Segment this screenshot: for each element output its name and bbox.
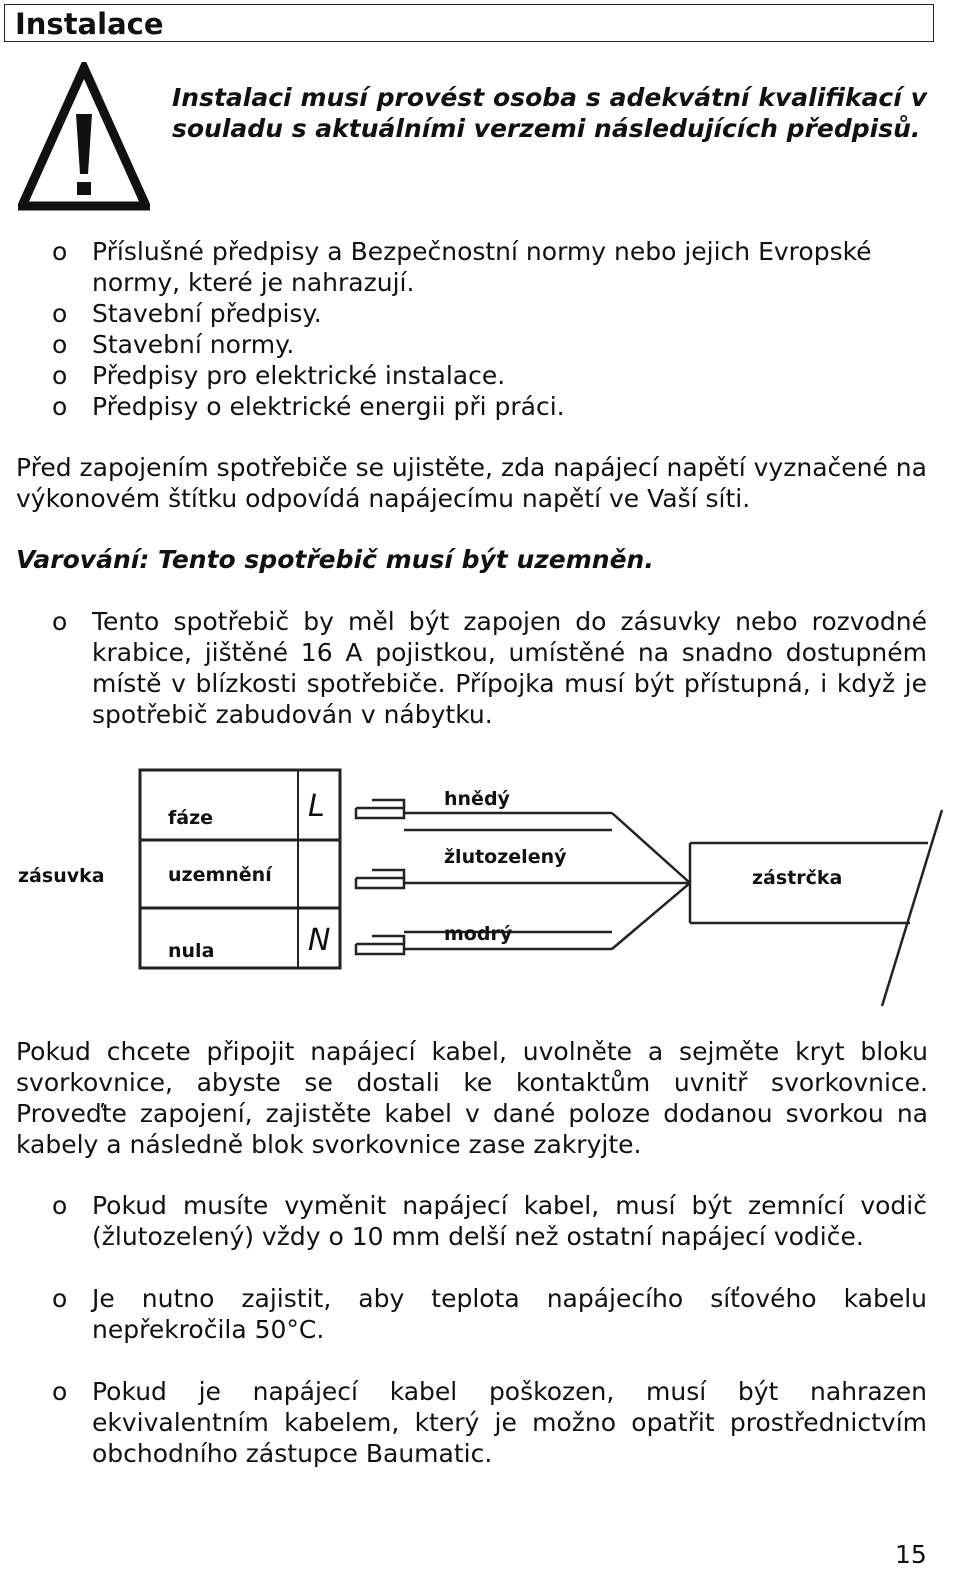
terminal-phase-label: fáze: [168, 807, 214, 829]
list-item: o Příslušné předpisy a Bezpečnostní normy nebo jejich Evropské normy, které je nahrazují.: [52, 237, 872, 297]
wire-blue-label: modrý: [444, 923, 513, 945]
page-number: 15: [895, 1540, 927, 1569]
plug-label: zástrčka: [752, 867, 843, 889]
regulations-list: [0, 236, 927, 422]
connection-paragraph: Pokud chcete připojit napájecí kabel, uvolněte a sejměte kryt bloku svorkovnice, abyste se dostali ke kontaktům uvnitř svorkovnice. Proveďte zapojení, zajistěte kabel v dané poloze dodanou svorkou na kabely a následně blok svorkovnice zase zakryjte.: [16, 1037, 928, 1159]
socket-label: zásuvka: [18, 865, 105, 887]
wire-yellow-green-label: žlutozelený: [444, 846, 567, 868]
wire-brown-label: hnědý: [444, 788, 510, 810]
section-heading-box: [4, 4, 934, 42]
bullet: o: [52, 1191, 68, 1220]
section-heading: Instalace: [15, 7, 164, 41]
bullet: o: [52, 1284, 68, 1313]
bullet: o: [52, 330, 68, 359]
terminal-phase-symbol: L: [308, 789, 325, 824]
bullet: o: [52, 1377, 68, 1406]
wiring-diagram: [0, 760, 960, 1010]
list-item: o Pokud je napájecí kabel poškozen, musí být nahrazen ekvivalentním kabelem, který je možno opatřit prostřednictvím obchodního zástupce Baumatic.: [52, 1377, 927, 1468]
warning-triangle-icon: [18, 62, 150, 212]
cable-notes-list: [0, 1190, 927, 1469]
bullet: o: [52, 299, 68, 328]
list-item: o Stavební normy.: [52, 330, 295, 359]
bullet: o: [52, 361, 68, 390]
bullet: o: [52, 237, 68, 266]
bullet: o: [52, 607, 68, 636]
list-item: o Stavební předpisy.: [52, 299, 322, 328]
list-item: o Je nutno zajistit, aby teplota napájecího síťového kabelu nepřekročila 50°C.: [52, 1284, 927, 1344]
voltage-note: Před zapojením spotřebiče se ujistěte, zda napájecí napětí vyznačené na výkonovém štítku odpovídá napájecímu napětí ve Vaší síti.: [16, 453, 927, 513]
socket-note-list: [0, 606, 927, 730]
terminal-neutral-label: nula: [168, 940, 215, 962]
list-item: o Pokud musíte vyměnit napájecí kabel, musí být zemnící vodič (žlutozelený) vždy o 10 mm delší než ostatní napájecí vodiče.: [52, 1191, 927, 1251]
list-item: o Předpisy pro elektrické instalace.: [52, 361, 506, 390]
list-item: o Tento spotřebič by měl být zapojen do zásuvky nebo rozvodné krabice, jištěné 16 A pojistkou, umístěné na snadno dostupném místě v blízkosti spotřebiče. Přípojka musí být přístupná, i když je spotřebič zabudován v nábytku.: [52, 607, 927, 729]
terminal-earth-label: uzemnění: [168, 864, 272, 886]
qualification-warning: Instalaci musí provést osoba s adekvátní kvalifikací v souladu s aktuálními verzemi následujících předpisů.: [172, 83, 927, 143]
plug: [690, 810, 942, 1006]
list-item: o Předpisy o elektrické energii při práci.: [52, 392, 565, 421]
terminal-neutral-symbol: N: [308, 923, 331, 958]
bullet: o: [52, 392, 68, 421]
earth-warning: Varování: Tento spotřebič musí být uzemněn.: [16, 545, 654, 574]
